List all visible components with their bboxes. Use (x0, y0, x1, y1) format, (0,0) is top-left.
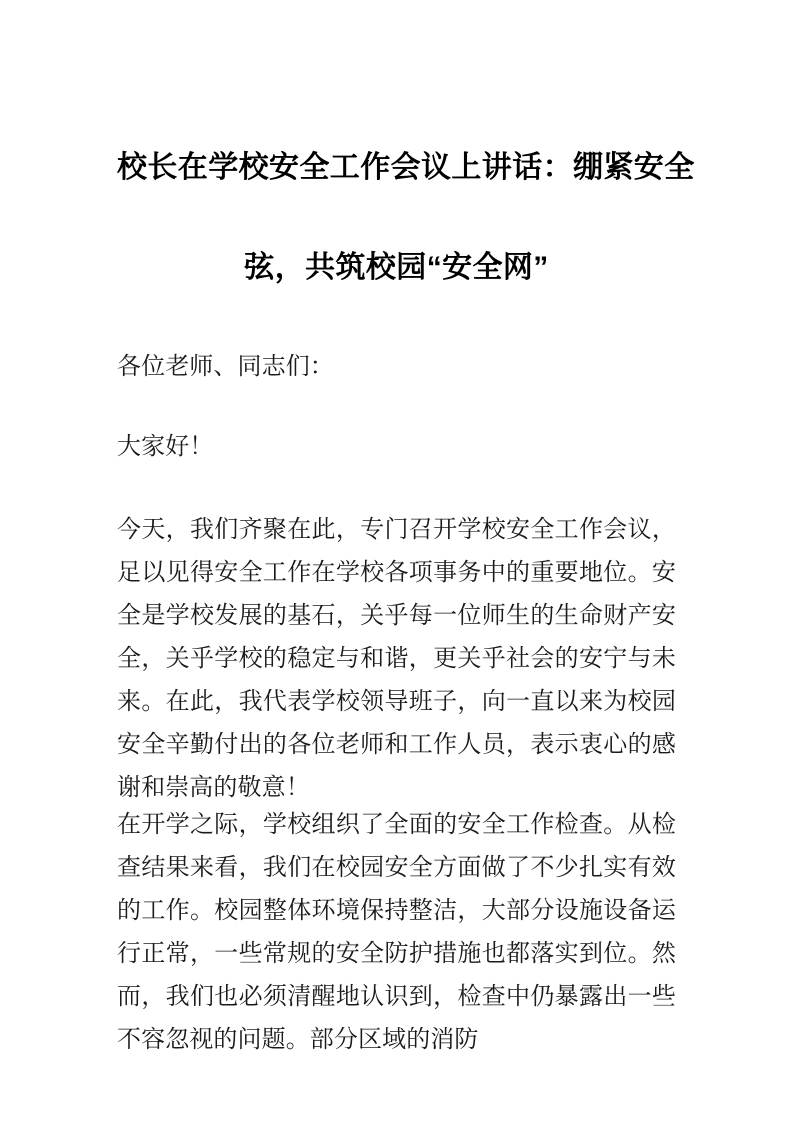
paragraph-opening: 今天，我们齐聚在此，专门召开学校安全工作会议，足以见得安全工作在学校各项事务中的重要地位。安全是学校发展的基石，关乎每一位师生的生命财产安全，关乎学校的稳定与和谐，更关乎社会的安宁与未来。在此，我代表学校领导班子，向一直以来为校园安全辛勤付出的各位老师和工作人员，表示衷心的感谢和崇高的敬意！ (117, 516, 676, 801)
paragraph-salutation: 各位老师、同志们： (117, 353, 334, 380)
page-title-line-1: 校长在学校安全工作会议上讲话：绷紧安全 (117, 151, 695, 184)
page-title (117, 118, 695, 318)
page-title-line-2: 弦，共筑校园“安全网” (244, 251, 549, 284)
paragraph-greeting: 大家好！ (117, 433, 214, 460)
paragraph-inspection: 在开学之际，学校组织了全面的安全工作检查。从检查结果来看，我们在校园安全方面做了不少扎实有效的工作。校园整体环境保持整洁，大部分设施设备运行正常，一些常规的安全防护措施也都落实到位。然而，我们也必须清醒地认识到，检查中仍暴露出一些不容忽视的问题。部分区域的消防 (117, 811, 676, 1053)
